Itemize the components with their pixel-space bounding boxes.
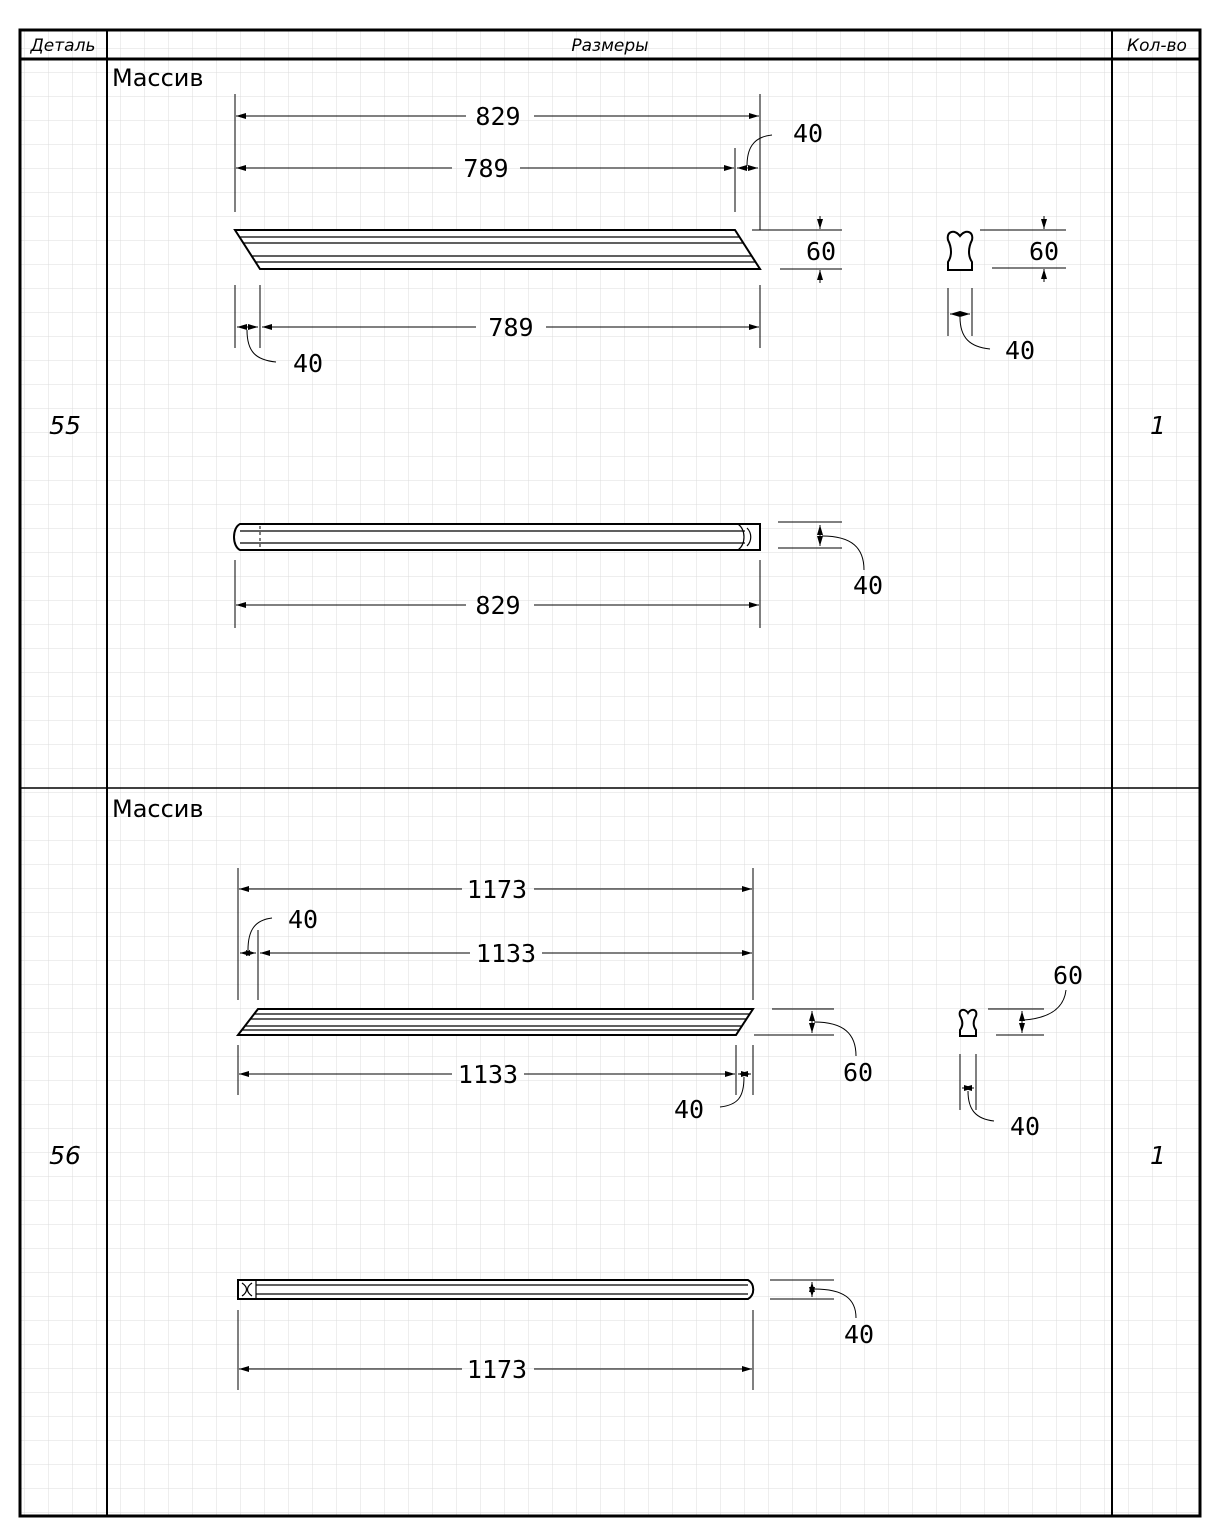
dimension-profile-width: 40 xyxy=(1009,1112,1041,1141)
dimension-inner-length: 1133 xyxy=(475,939,537,968)
header-dimensions: Размеры xyxy=(571,36,649,56)
dimension-plan-length: 829 xyxy=(475,591,521,620)
header-quantity: Кол-во xyxy=(1127,36,1187,56)
dimension-offset: 40 xyxy=(792,119,824,148)
dimension-overall-length: 829 xyxy=(475,102,521,131)
dimension-profile-height: 60 xyxy=(1052,961,1084,990)
dimension-profile-width: 40 xyxy=(1004,336,1036,365)
material-label: Массив xyxy=(112,795,204,823)
dimension-plan-width: 40 xyxy=(852,571,884,600)
dimension-offset: 40 xyxy=(673,1095,705,1124)
dimension-height: 60 xyxy=(805,237,837,266)
dimension-height: 60 xyxy=(842,1058,874,1087)
rail-side-view xyxy=(235,230,760,269)
dimension-plan-width: 40 xyxy=(843,1320,875,1349)
header-part: Деталь xyxy=(30,36,96,56)
quantity-value: 1 xyxy=(1150,411,1166,440)
rail-plan-view xyxy=(234,524,760,550)
dimension-inner-length: 1133 xyxy=(457,1060,519,1089)
dimension-offset: 40 xyxy=(292,349,324,378)
rail-side-view xyxy=(238,1009,753,1035)
dimension-inner-length: 789 xyxy=(488,313,534,342)
dimension-plan-length: 1173 xyxy=(466,1355,528,1384)
dimension-profile-height: 60 xyxy=(1028,237,1060,266)
dimension-offset: 40 xyxy=(287,905,319,934)
part-number: 56 xyxy=(49,1141,81,1170)
rail-plan-view xyxy=(238,1280,753,1299)
dimension-overall-length: 1173 xyxy=(466,875,528,904)
dimension-inner-length: 789 xyxy=(463,154,509,183)
part-number: 55 xyxy=(49,411,81,440)
material-label: Массив xyxy=(112,64,204,92)
quantity-value: 1 xyxy=(1150,1141,1166,1170)
